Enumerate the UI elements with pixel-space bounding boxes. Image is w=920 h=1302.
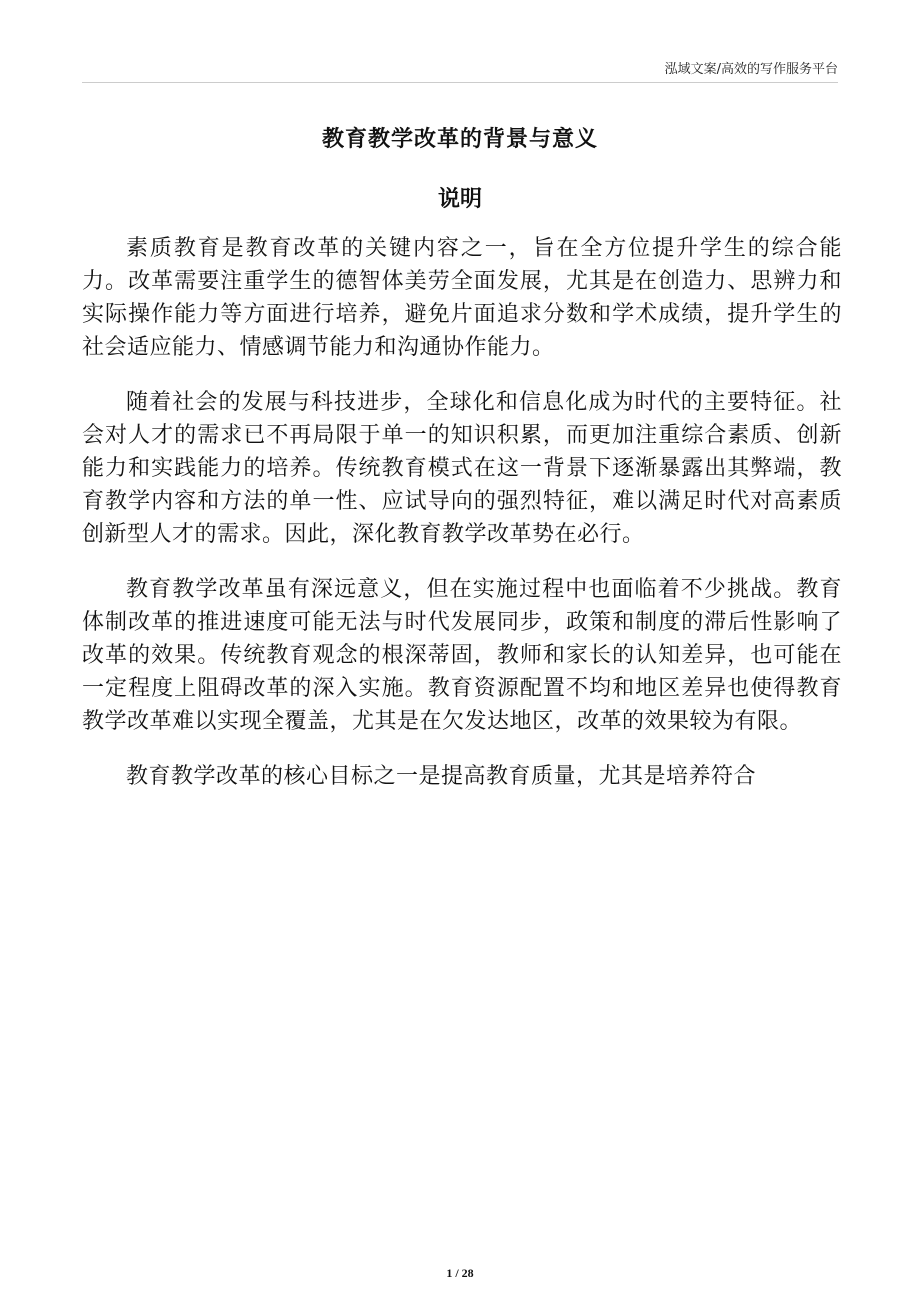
header-note: 泓域文案/高效的写作服务平台 <box>664 62 838 77</box>
section-heading: 说明 <box>437 187 482 212</box>
paragraph-1: 素质教育是教育改革的关键内容之一，旨在全方位提升学生的综合能力。改革需要注重学生的德智体美劳全面发展，尤其是在创造力、思辨力和实际操作能力等方面进行培养，避免片面追求分数和学术成绩，提升学生的社会适应能力、情感调节能力和沟通协作能力。 <box>82 236 842 360</box>
document-title: 教育教学改革的背景与意义 <box>321 127 598 152</box>
paragraph-2: 随着社会的发展与科技进步，全球化和信息化成为时代的主要特征。社会对人才的需求已不再局限于单一的知识积累，而更加注重综合素质、创新能力和实践能力的培养。传统教育模式在这一背景下逐渐暴露出其弊端，教育教学内容和方法的单一性、应试导向的强烈特征，难以满足时代对高素质创新型人才的需求。因此，深化教育教学改革势在必行。 <box>82 390 842 547</box>
paragraph-4: 教育教学改革的核心目标之一是提高教育质量，尤其是培养符合 <box>126 764 757 789</box>
header-divider <box>82 82 838 83</box>
page-number: 1 / 28 <box>446 1266 474 1280</box>
document-body <box>82 232 842 815</box>
paragraph-3: 教育教学改革虽有深远意义，但在实施过程中也面临着不少挑战。教育体制改革的推进速度可能无法与时代发展同步，政策和制度的滞后性影响了改革的效果。传统教育观念的根深蒂固，教师和家长的认知差异，也可能在一定程度上阻碍改革的深入实施。教育资源配置不均和地区差异也使得教育教学改革难以实现全覆盖，尤其是在欠发达地区，改革的效果较为有限。 <box>82 577 842 734</box>
